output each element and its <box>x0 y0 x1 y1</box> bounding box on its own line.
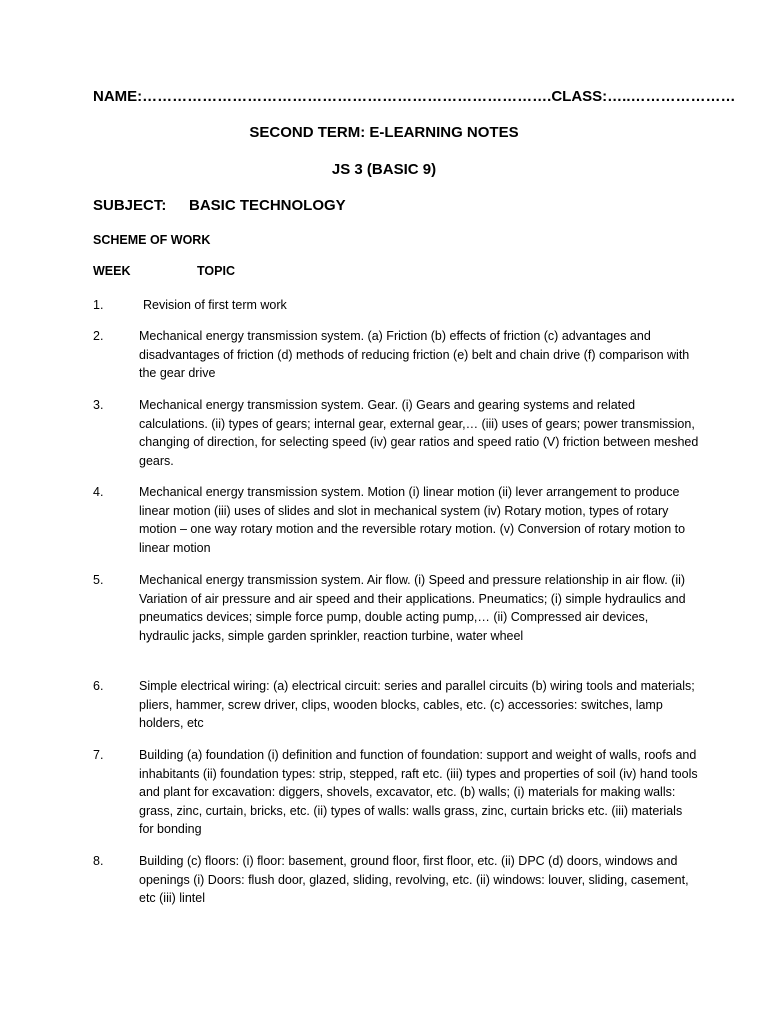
week-number: 5. <box>93 573 104 587</box>
week-label: WEEK <box>93 264 131 278</box>
week-number: 3. <box>93 398 104 412</box>
week-number: 2. <box>93 329 104 343</box>
week-number: 6. <box>93 679 104 693</box>
week-topic: Mechanical energy transmission system. Motion (i) linear motion (ii) lever arrangement to produce linear motion (iii) uses of slides and slot in mechanical system (iv) Rotary motion, types of rotary motion – one way rotary motion and the reversible rotary motion. (v) Conversion of rotary motion to linear motion <box>139 485 686 555</box>
week-number: 1. <box>93 298 104 312</box>
week-topic: Mechanical energy transmission system. (a) Friction (b) effects of friction (c) advantages and disadvantages of friction (d) methods of reducing friction (e) belt and chain drive (f) comparison with the gear drive <box>139 329 690 381</box>
week-topic: Revision of first term work <box>143 298 287 312</box>
week-number: 8. <box>93 854 104 868</box>
week-topic: Building (a) foundation (i) definition and function of foundation: support and weight of walls, roofs and inhabitants (ii) foundation types: strip, stepped, raft etc. (iii) types and properties of soil (iv) hand tools and plant for excavation: diggers, shovels, excavator, etc. (b) walls; (i) materials for making walls: grass, zinc, curtain, bricks, etc. (ii) types of walls: walls grass, zinc, curtain bricks etc. (iii) materials for bonding <box>139 748 698 837</box>
document-title: SECOND TERM: E-LEARNING NOTES <box>249 124 519 141</box>
subject-label: SUBJECT: <box>93 197 167 214</box>
week-topic-header <box>93 264 235 278</box>
class-level: JS 3 (BASIC 9) <box>331 161 437 178</box>
week-topic: Mechanical energy transmission system. Air flow. (i) Speed and pressure relationship in air flow. (ii) Variation of air pressure and air speed and their applications. Pneumatics; (i) simple hydraulics and pneumatics devices; simple force pump, double acting pump,… (ii) Compressed air devices, hydraulic jacks, simple garden sprinkler, reaction turbine, water wheel <box>139 573 686 643</box>
week-topic: Simple electrical wiring: (a) electrical circuit: series and parallel circuits (b) wiring tools and materials; pliers, hammer, screw driver, clips, wooden blocks, cables, etc. (c) accessories: switches, lamp holders, etc <box>139 679 695 731</box>
topic-label: TOPIC <box>197 264 235 278</box>
week-number: 7. <box>93 748 104 762</box>
subject-line <box>93 197 346 214</box>
week-number: 4. <box>93 485 104 499</box>
subject-value: BASIC TECHNOLOGY <box>189 197 346 214</box>
week-topic: Building (c) floors: (i) floor: basement, ground floor, first floor, etc. (ii) DPC (d) doors, windows and openings (i) Doors: flush door, glazed, sliding, revolving, etc. (ii) windows: louver, sliding, casement, etc (iii) lintel <box>139 854 689 906</box>
week-topic: Mechanical energy transmission system. Gear. (i) Gears and gearing systems and related calculations. (ii) types of gears; internal gear, external gear,… (iii) uses of gears; power transmission, changing of direction, for selecting speed (iv) gear ratios and speed ratio (V) friction between meshed gears. <box>139 398 699 468</box>
scheme-heading: SCHEME OF WORK <box>93 233 211 247</box>
name-class-line: NAME:……………………………………………………………………….CLASS:…..………………… <box>93 88 736 105</box>
